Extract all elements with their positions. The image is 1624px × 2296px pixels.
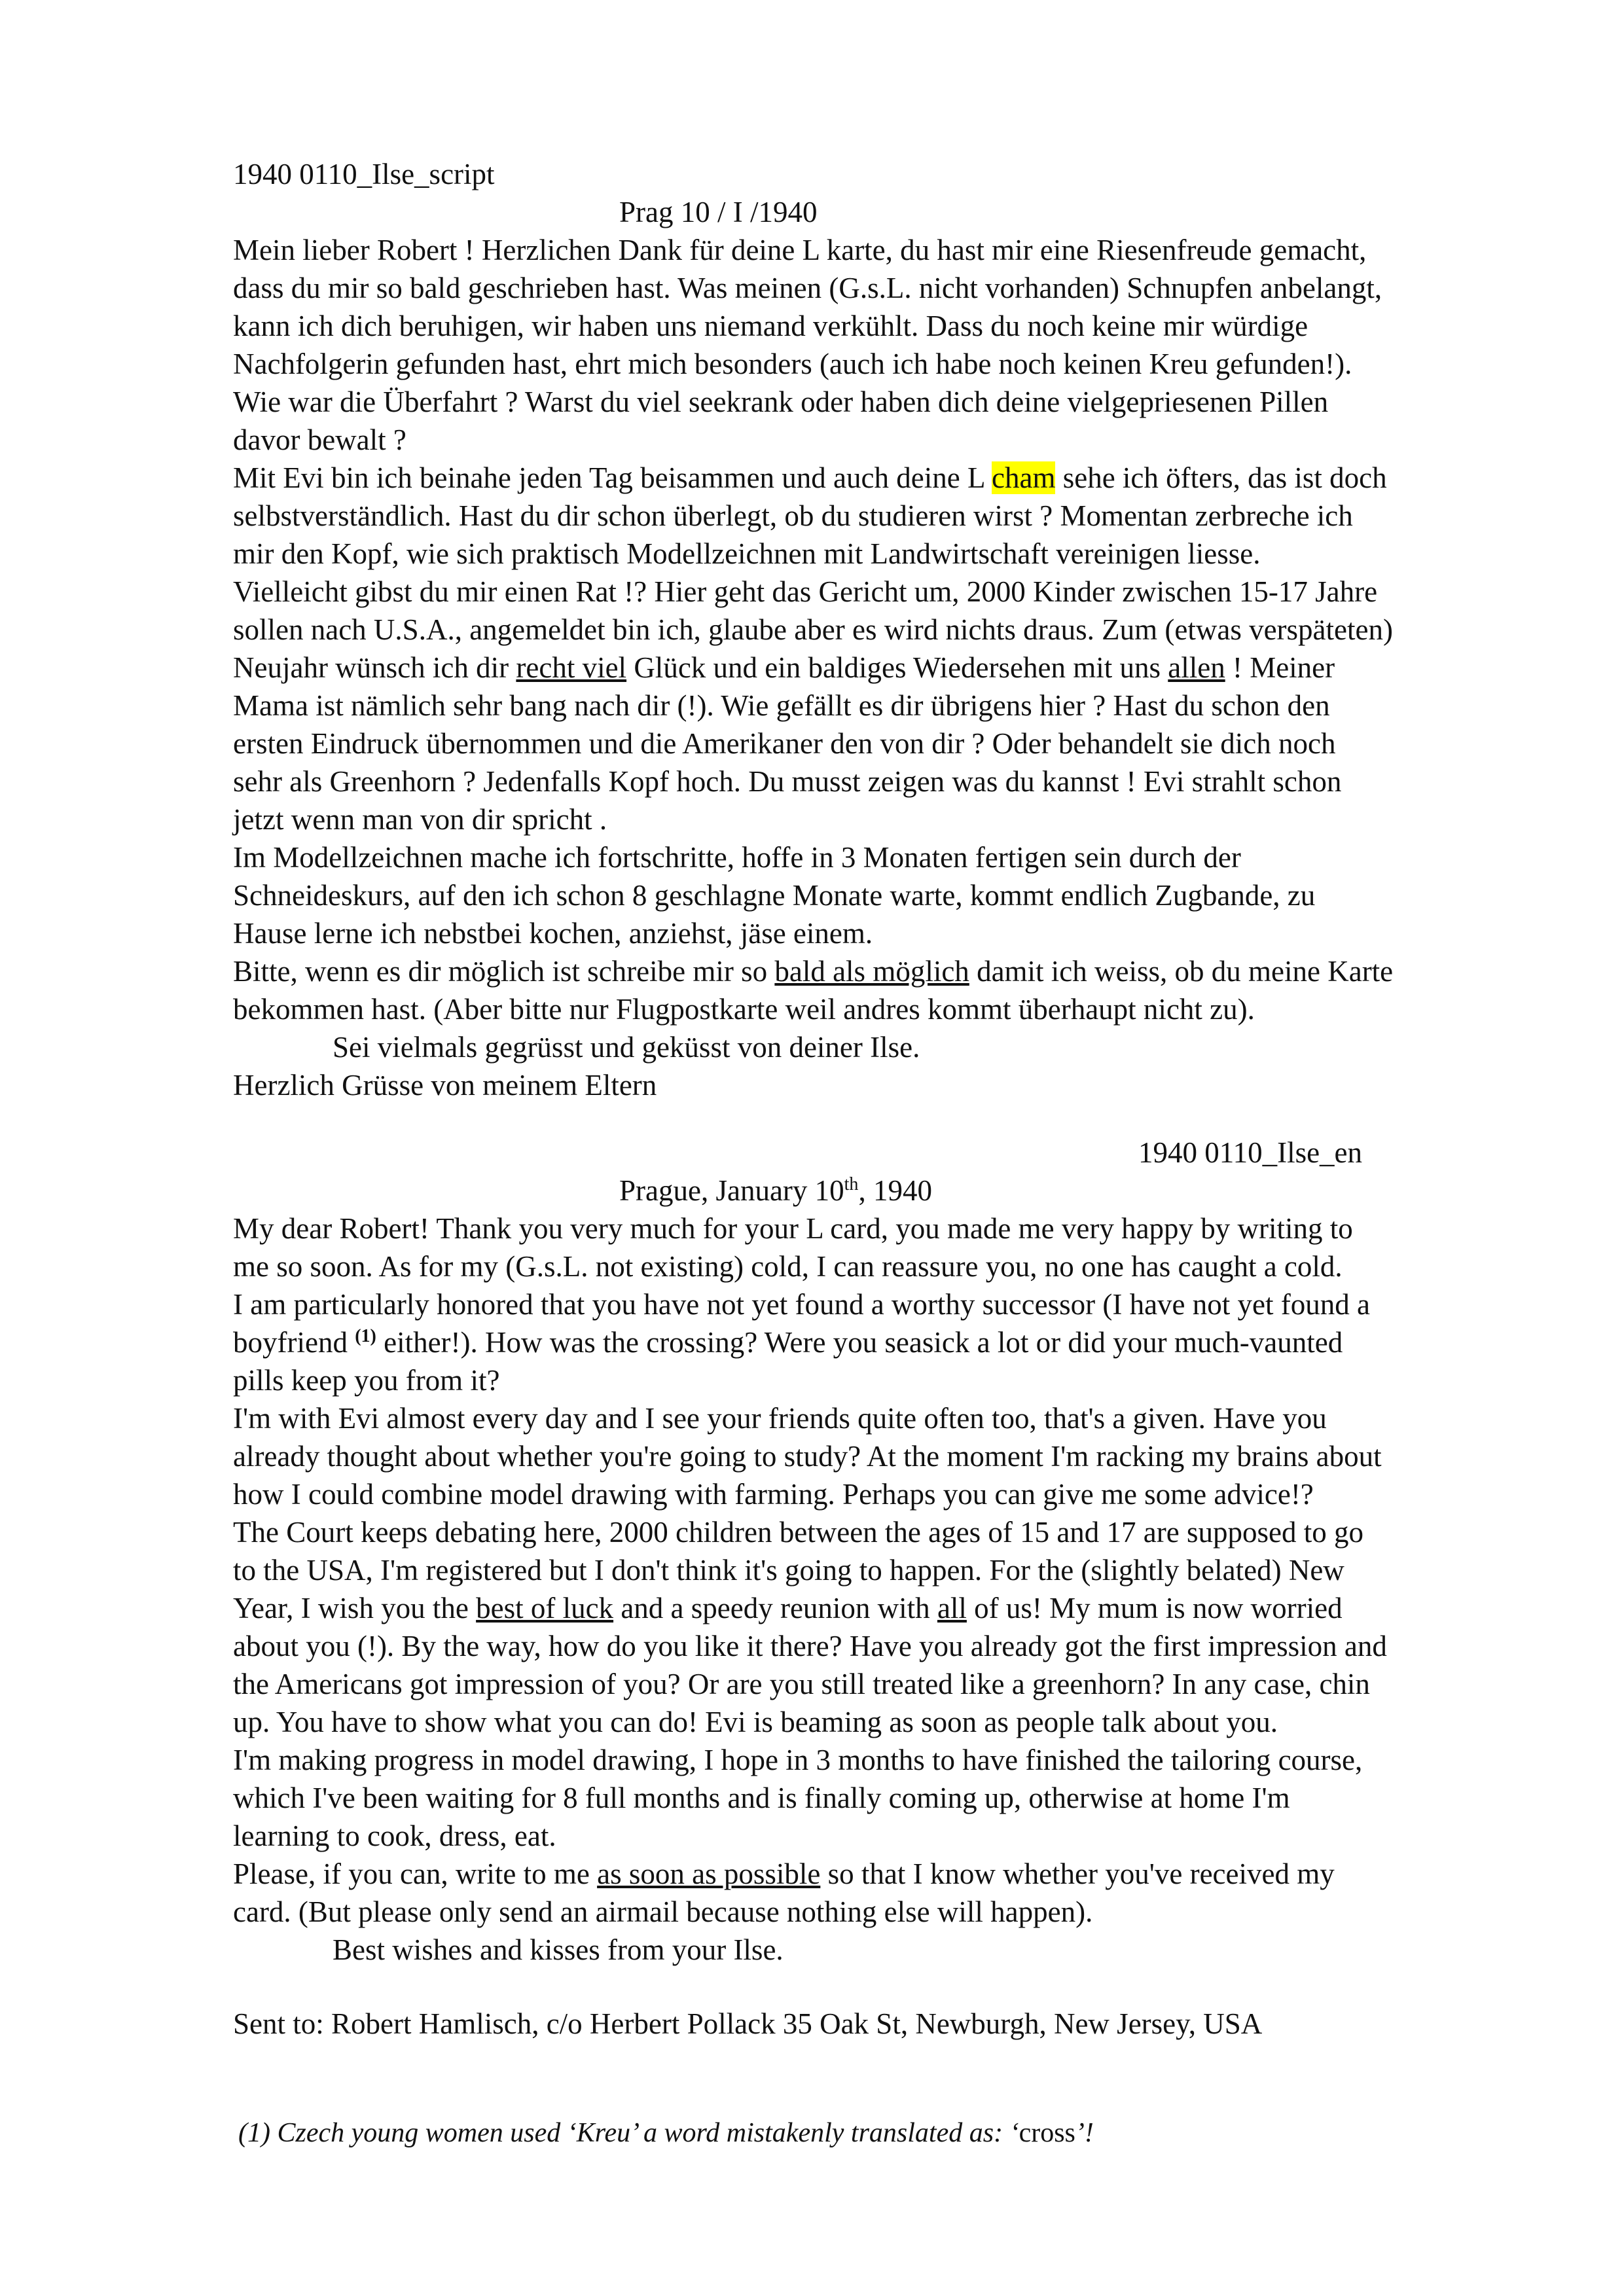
underlined-text: recht viel — [516, 651, 627, 684]
english-line: to the USA, I'm registered but I don't think it's going to happen. For the (slightly belated) New — [233, 1554, 1344, 1587]
german-regards: Herzlich Grüsse von meinem Eltern — [233, 1069, 657, 1102]
english-line: already thought about whether you're going to study? At the moment I'm racking my brains about — [233, 1440, 1382, 1473]
underlined-text: allen — [1168, 651, 1225, 684]
german-line: jetzt wenn man von dir spricht . — [233, 803, 607, 836]
english-line: up. You have to show what you can do! Evi is beaming as soon as people talk about you. — [233, 1706, 1278, 1738]
german-line: sehr als Greenhorn ? Jedenfalls Kopf hoch. Du musst zeigen was du kannst ! Evi strahlt schon — [233, 765, 1342, 798]
footnote-word: cross — [1019, 2118, 1075, 2148]
english-line: I'm making progress in model drawing, I hope in 3 months to have finished the tailoring course, — [233, 1744, 1363, 1776]
english-line: me so soon. As for my (G.s.L. not existing) cold, I can reassure you, no one has caught a cold. — [233, 1250, 1343, 1283]
german-ref-label: 1940 0110_Ilse_script — [233, 158, 495, 190]
german-line: davor bewalt ? — [233, 423, 406, 456]
german-transcript — [233, 155, 1536, 1104]
german-line: Im Modellzeichnen mache ich fortschritte, hoffe in 3 Monaten fertigen sein durch der — [233, 841, 1241, 874]
english-line: which I've been waiting for 8 full months and is finally coming up, otherwise at home I'm — [233, 1782, 1290, 1814]
english-line: Please, if you can, write to me as soon as possible so that I know whether you've received my — [233, 1857, 1335, 1890]
german-line: Wie war die Überfahrt ? Warst du viel seekrank oder haben dich deine vielgepriesenen Pillen — [233, 386, 1329, 418]
english-closing: Best wishes and kisses from your Ilse. — [333, 1933, 784, 1966]
english-line: card. (But please only send an airmail because nothing else will happen). — [233, 1895, 1093, 1928]
english-line: how I could combine model drawing with farming. Perhaps you can give me some advice!? — [233, 1478, 1314, 1511]
english-date: Prague, January 10th, 1940 — [619, 1174, 932, 1207]
german-closing: Sei vielmals gegrüsst und geküsst von deiner Ilse. — [333, 1031, 920, 1064]
german-line: Vielleicht gibst du mir einen Rat !? Hier geht das Gericht um, 2000 Kinder zwischen 15-17 Jahre — [233, 575, 1378, 608]
footnote: (1) Czech young women used ‘Kreu’ a word mistakenly translated as: ‘cross’! — [238, 2118, 1094, 2148]
german-line: sollen nach U.S.A., angemeldet bin ich, glaube aber es wird nichts draus. Zum (etwas verspäteten) — [233, 613, 1393, 646]
german-line: Neujahr wünsch ich dir recht viel Glück und ein baldiges Wiedersehen mit uns allen ! Meiner — [233, 651, 1335, 684]
english-line: I am particularly honored that you have not yet found a worthy successor (I have not yet found a — [233, 1288, 1370, 1321]
english-line: the Americans got impression of you? Or are you still treated like a greenhorn? In any case, chin — [233, 1668, 1370, 1700]
german-line: Nachfolgerin gefunden hast, ehrt mich besonders (auch ich habe noch keinen Kreu gefunden!). — [233, 348, 1352, 380]
german-line: Mama ist nämlich sehr bang nach dir (!). Wie gefällt es dir übrigens hier ? Hast du schon den — [233, 689, 1330, 722]
footnote-marker: (1) — [355, 1326, 376, 1346]
english-translation — [233, 1134, 1536, 1969]
underlined-text: bald als möglich — [774, 955, 969, 988]
german-line: Hause lerne ich nebstbei kochen, anziehst, jäse einem. — [233, 917, 873, 950]
underlined-text: all — [937, 1592, 967, 1624]
english-line: learning to cook, dress, eat. — [233, 1820, 556, 1852]
underlined-text: as soon as possible — [597, 1857, 821, 1890]
german-line: Schneideskurs, auf den ich schon 8 geschlagne Monate warte, kommt endlich Zugbande, zu — [233, 879, 1316, 912]
german-line: selbstverständlich. Hast du dir schon überlegt, ob du studieren wirst ? Momentan zerbreche ich — [233, 499, 1353, 532]
english-line: boyfriend $^{(1)}$ either!). How was the crossing? Were you seasick a lot or did your much-vaunted — [233, 1326, 1343, 1359]
english-ref-label: 1940 0110_Ilse_en — [1138, 1136, 1363, 1169]
german-line: Bitte, wenn es dir möglich ist schreibe mir so bald als möglich damit ich weiss, ob du meine Karte — [233, 955, 1394, 988]
german-line: bekommen hast. (Aber bitte nur Flugpostkarte weil andres kommt überhaupt nicht zu). — [233, 993, 1255, 1026]
german-date: Prag 10 / I /1940 — [619, 196, 818, 228]
english-line: My dear Robert! Thank you very much for your L card, you made me very happy by writing to — [233, 1212, 1353, 1245]
english-line: I'm with Evi almost every day and I see your friends quite often too, that's a given. Have you — [233, 1402, 1327, 1435]
german-line: ersten Eindruck übernommen und die Amerikaner den von dir ? Oder behandelt sie dich noch — [233, 727, 1336, 760]
sent-to-block — [233, 2005, 1536, 2043]
english-line: Year, I wish you the best of luck and a speedy reunion with all of us! My mum is now worried — [233, 1592, 1343, 1624]
highlighted-word: cham — [992, 461, 1056, 494]
sent-to-address: Sent to: Robert Hamlisch, c/o Herbert Pollack 35 Oak St, Newburgh, New Jersey, USA — [233, 2007, 1263, 2040]
english-line: The Court keeps debating here, 2000 children between the ages of 15 and 17 are supposed to go — [233, 1516, 1363, 1549]
german-line: Mit Evi bin ich beinahe jeden Tag beisammen und auch deine L cham sehe ich öfters, das ist doch — [233, 461, 1387, 494]
german-line: Mein lieber Robert ! Herzlichen Dank für deine L karte, du hast mir eine Riesenfreude gemacht, — [233, 234, 1367, 266]
german-line: mir den Kopf, wie sich praktisch Modellzeichnen mit Landwirtschaft vereinigen liesse. — [233, 537, 1261, 570]
english-line: pills keep you from it? — [233, 1364, 500, 1397]
underlined-text: best of luck — [476, 1592, 614, 1624]
english-line: about you (!). By the way, how do you like it there? Have you already got the first impression and — [233, 1630, 1387, 1662]
german-line: dass du mir so bald geschrieben hast. Was meinen (G.s.L. nicht vorhanden) Schnupfen anbelangt, — [233, 272, 1382, 304]
german-line: kann ich dich beruhigen, wir haben uns niemand verkühlt. Dass du noch keine mir würdige — [233, 310, 1308, 342]
